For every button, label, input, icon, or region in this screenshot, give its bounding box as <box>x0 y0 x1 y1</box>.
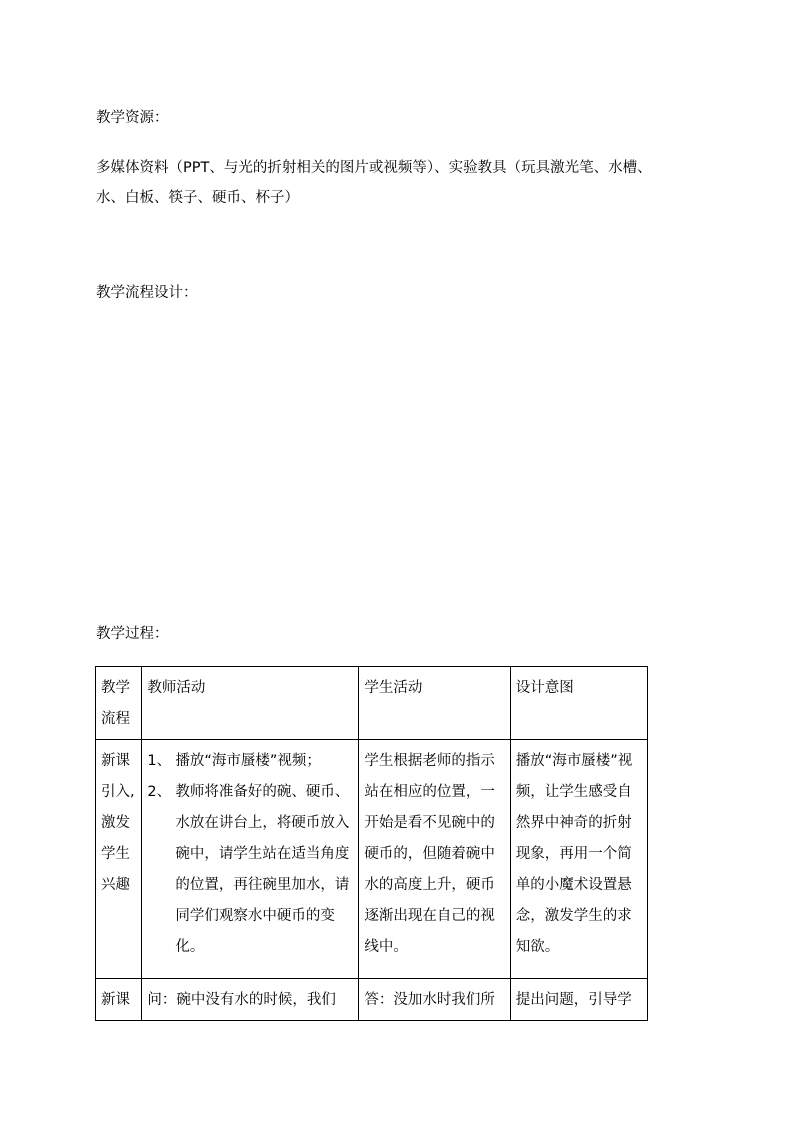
table-row <box>96 979 648 1021</box>
resources-line-2: 水、白板、筷子、硬币、杯子） <box>96 190 299 206</box>
step-text: 教师将准备好的碗、硬币、水放在讲台上，将硬币放入碗中，请学生站在适当角度的位置，再往碗里加水，请同学们观察水中硬币的变化。 <box>175 784 350 955</box>
header-student-activity: 学生活动 <box>359 667 510 740</box>
flow-cell: 新课引入,激发学生兴趣 <box>96 740 142 979</box>
flow-cell: 新课 <box>96 979 142 1021</box>
student-activity-cell: 学生根据老师的指示站在相应的位置，一开始是看不见碗中的硬币的，但随着碗中水的高度上升，硬币逐渐出现在自己的视线中。 <box>359 740 510 979</box>
flow-design-heading: 教学流程设计： <box>96 285 198 301</box>
resources-line-1: 多媒体资料（PPT、与光的折射相关的图片或视频等）、实验教具（玩具激光笔、水槽、 <box>96 160 652 176</box>
table-row <box>96 740 648 979</box>
teacher-activity-cell <box>142 740 359 979</box>
table-header-row <box>96 667 648 740</box>
teacher-step <box>147 746 353 777</box>
design-intent-cell: 播放“海市蜃楼”视频，让学生感受自然界中神奇的折射现象，再用一个简单的小魔术设置悬念，激发学生的求知欲。 <box>510 740 647 979</box>
header-flow: 教学流程 <box>96 667 142 740</box>
header-teacher-activity: 教师活动 <box>142 667 359 740</box>
resources-heading: 教学资源： <box>96 110 169 126</box>
step-number: 2、 <box>147 784 172 800</box>
teacher-step <box>147 777 353 963</box>
header-design-intent: 设计意图 <box>510 667 647 740</box>
design-intent-cell: 提出问题，引导学 <box>510 979 647 1021</box>
step-text: 播放“海市蜃楼”视频； <box>175 753 321 769</box>
student-activity-cell: 答：没加水时我们所 <box>359 979 510 1021</box>
teacher-activity-cell: 问：碗中没有水的时候，我们 <box>142 979 359 1021</box>
process-heading: 教学过程： <box>96 626 169 642</box>
teaching-process-table <box>95 666 648 1021</box>
step-number: 1、 <box>147 753 172 769</box>
